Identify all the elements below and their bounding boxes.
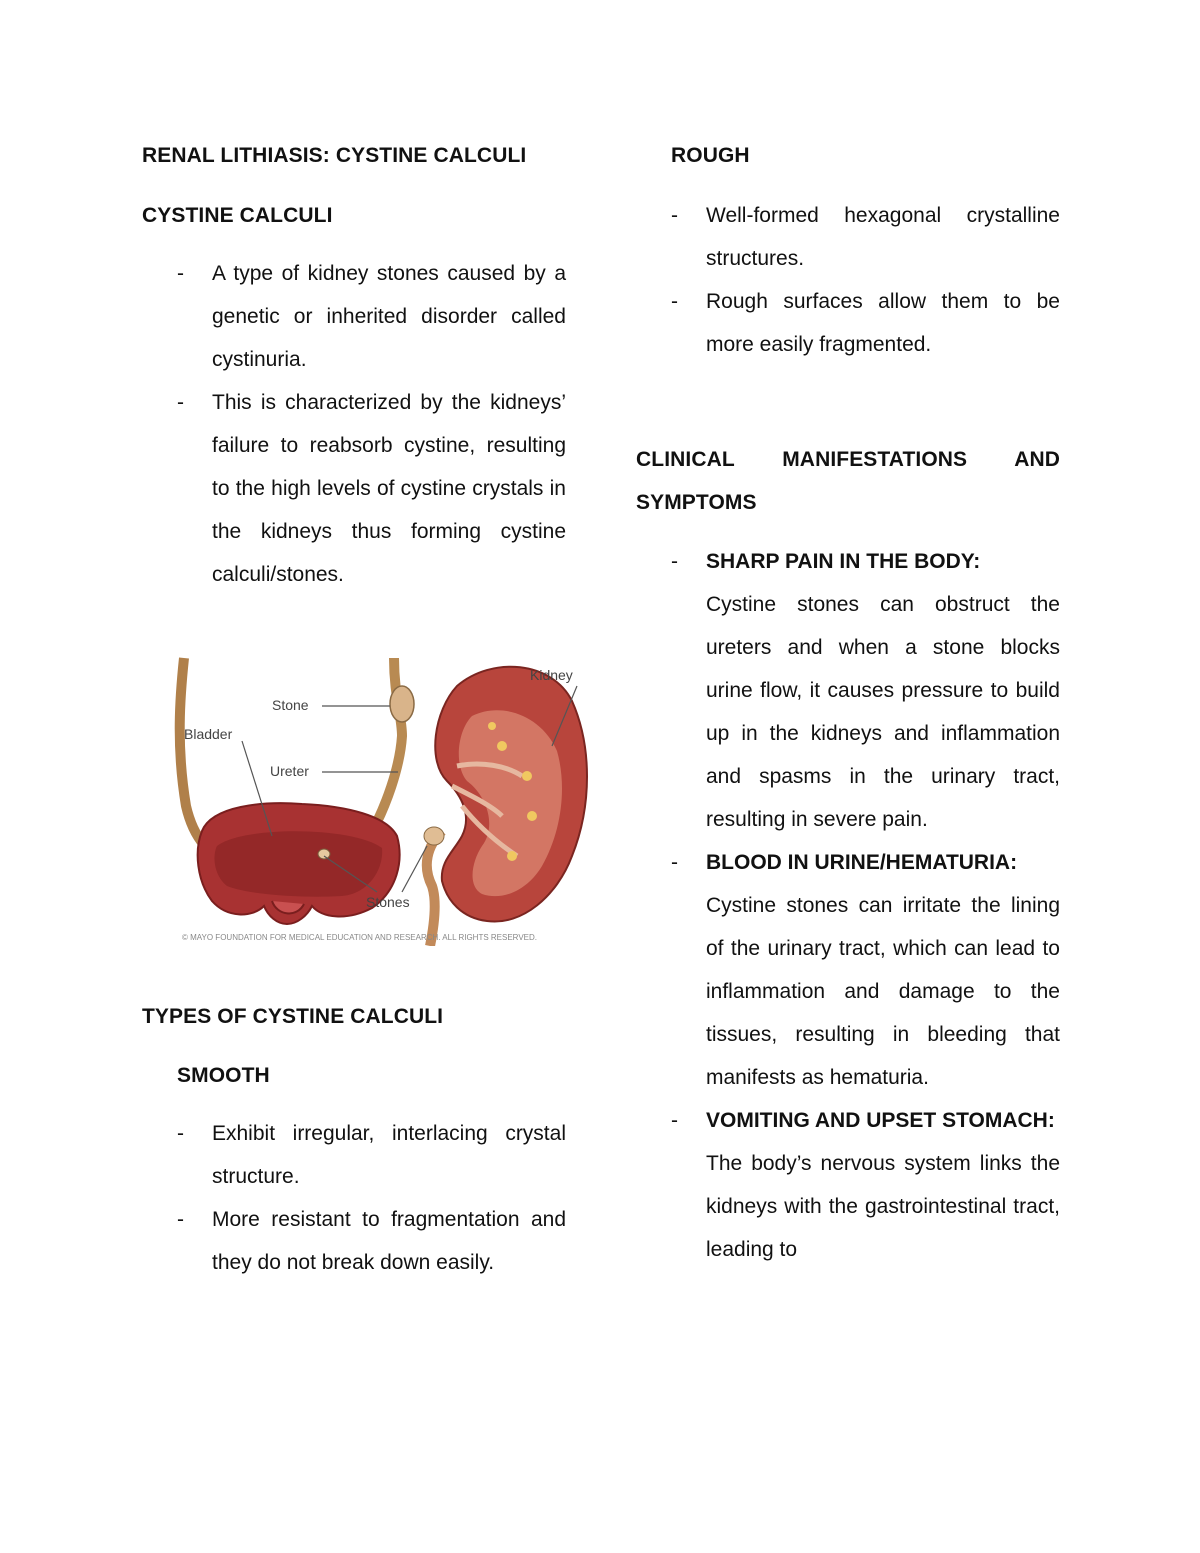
urinary-tract-figure: [172, 656, 602, 946]
section-heading-clinical: CLINICAL MANIFESTATIONS AND SYMPTOMS: [636, 448, 1060, 514]
list-item-text: A type of kidney stones caused by a genetic or inherited disorder called cystinuria.: [212, 262, 566, 371]
label-kidney: Kidney: [530, 667, 573, 683]
subheading-rough: ROUGH: [671, 144, 750, 167]
list-item-text: Well-formed hexagonal crystalline structures.: [706, 204, 1060, 270]
list-item: - SHARP PAIN IN THE BODY: Cystine stones can obstruct the ureters and when a stone blocks urine flow, it causes pressure to build up in the kidneys and inflammation and spasms in the urinary tract, resulting in severe pain.: [636, 540, 1060, 841]
label-bladder: Bladder: [184, 726, 233, 742]
kidney-stone-shape: [424, 827, 444, 845]
kidney-ureter-shape: [427, 831, 442, 946]
section-heading-types: TYPES OF CYSTINE CALCULI: [142, 1005, 444, 1028]
list-item: - This is characterized by the kidneys’ failure to reabsorb cystine, resulting to the high levels of cystine crystals in the kidneys thus forming cystine calculi/stones.: [177, 391, 566, 586]
cystine-calculi-list: [142, 252, 566, 596]
document-title: RENAL LITHIASIS: CYSTINE CALCULI: [142, 144, 527, 167]
list-item: - More resistant to fragmentation and they do not break down easily.: [177, 1208, 566, 1274]
list-item-text: More resistant to fragmentation and they do not break down easily.: [212, 1208, 566, 1274]
list-item: - BLOOD IN URINE/HEMATURIA: Cystine stones can irritate the lining of the urinary tract, which can lead to inflammation and damage to the tissues, resulting in bleeding that manifests as hematuria.: [636, 841, 1060, 1099]
list-item: - A type of kidney stones caused by a genetic or inherited disorder called cystinuria.: [177, 262, 566, 371]
clinical-list: [636, 540, 1060, 1271]
symptom-description: Cystine stones can irritate the lining of the urinary tract, which can lead to inflammation and damage to the tissues, resulting in bleeding that manifests as hematuria.: [706, 894, 1060, 1089]
list-item: - VOMITING AND UPSET STOMACH: The body’s nervous system links the kidneys with the gastrointestinal tract, leading to: [636, 1099, 1060, 1271]
kidney-bladder-illustration: [172, 656, 602, 946]
list-item: - Exhibit irregular, interlacing crystal structure.: [177, 1122, 566, 1188]
right-ureter-shape: [367, 658, 402, 841]
symptom-title: BLOOD IN URINE/HEMATURIA:: [706, 851, 1018, 874]
label-stone: Stone: [272, 697, 309, 713]
symptom-title: VOMITING AND UPSET STOMACH:: [706, 1109, 1055, 1132]
symptom-title: SHARP PAIN IN THE BODY:: [706, 550, 981, 573]
symptom-description: The body’s nervous system links the kidneys with the gastrointestinal tract, leading to: [706, 1152, 1060, 1261]
label-stones: Stones: [366, 894, 410, 910]
list-item: - Well-formed hexagonal crystalline structures.: [671, 204, 1060, 270]
list-item: - Rough surfaces allow them to be more easily fragmented.: [671, 290, 1060, 356]
smooth-list: [142, 1112, 566, 1284]
symptom-description: Cystine stones can obstruct the ureters and when a stone blocks urine flow, it causes pressure to build up in the kidneys and inflammation and spasms in the urinary tract, resulting in severe pain.: [706, 593, 1060, 831]
rough-list: [636, 194, 1060, 366]
label-ureter: Ureter: [270, 763, 309, 779]
list-item-text: Exhibit irregular, interlacing crystal structure.: [212, 1122, 566, 1188]
bladder-stone-shape: [318, 849, 330, 859]
list-item-text: This is characterized by the kidneys’ failure to reabsorb cystine, resulting to the high levels of cystine crystals in the kidneys thus forming cystine calculi/stones.: [212, 391, 566, 586]
list-item-text: Rough surfaces allow them to be more easily fragmented.: [706, 290, 1060, 356]
section-heading-cystine-calculi: CYSTINE CALCULI: [142, 204, 333, 227]
figure-credit: © MAYO FOUNDATION FOR MEDICAL EDUCATION AND RESEARCH. ALL RIGHTS RESERVED.: [182, 933, 537, 942]
ureter-stone-shape: [390, 686, 414, 722]
subheading-smooth: SMOOTH: [177, 1064, 270, 1087]
